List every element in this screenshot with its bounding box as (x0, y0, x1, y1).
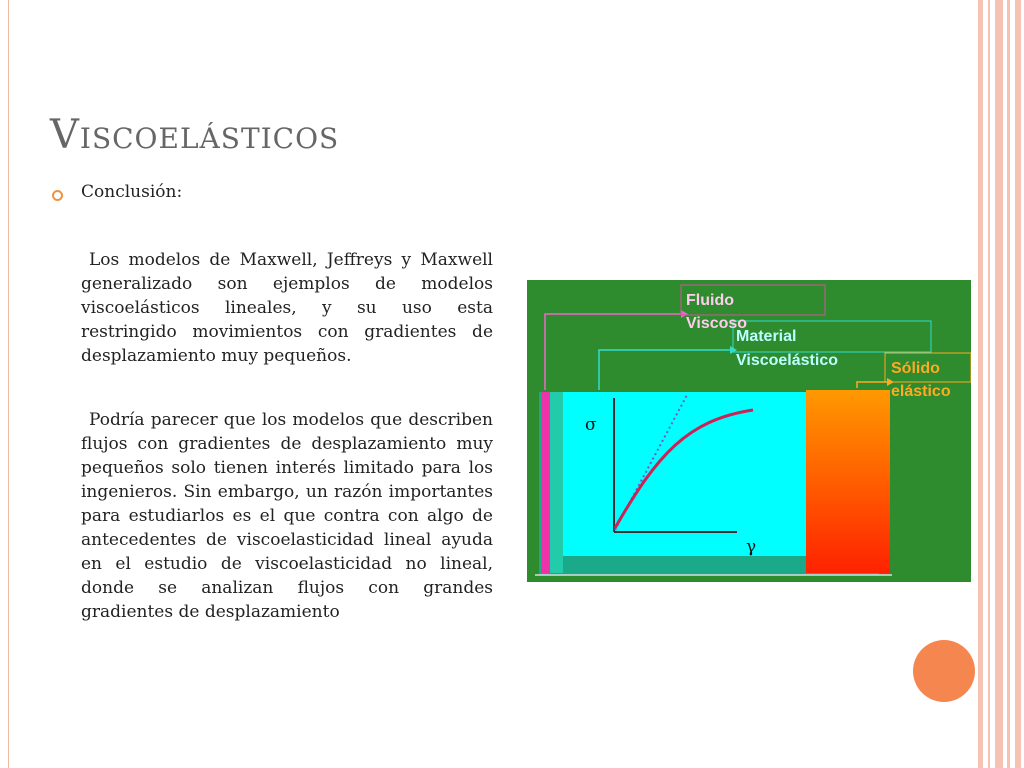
fluid-label-line2: Viscoso (686, 315, 748, 332)
paragraph-2: Podría parecer que los modelos que describen flujos con gradientes de desplazamiento muy pequeños solo tienen interés limitado para los ingenieros. Sin embargo, un razón importantes para estudiarlos es el que contra con algo de antecedentes de viscoelasticidad lineal ayuda en el estudio de viscoelasticidad no lineal, donde se analizan flujos con grandes gradientes de desplazamiento (81, 410, 493, 622)
paragraph-1: Los modelos de Maxwell, Jeffreys y Maxwell generalizado son ejemplos de modelos viscoelásticos lineales, y su uso esta restringido movimientos con gradientes de desplazamiento muy pequeños. (81, 250, 493, 366)
teal-strip (550, 392, 563, 573)
stripe-3 (995, 0, 1003, 768)
bullet-conclusion: Conclusión: (81, 182, 183, 202)
stripe-1 (978, 0, 983, 768)
left-border-line (8, 0, 9, 768)
solid-label-line2: elástico (891, 383, 951, 400)
stripe-4 (1007, 0, 1010, 768)
material-label-line1: Material (736, 328, 797, 345)
fluid-strip (541, 392, 550, 573)
solid-label-line1: Sólido (891, 360, 940, 377)
bullet-icon (52, 190, 63, 201)
right-decorative-stripes (976, 0, 1024, 768)
slide-title: Viscoelásticos (50, 112, 340, 158)
y-axis-label: σ (585, 415, 597, 435)
x-axis-label: γ (746, 537, 757, 557)
decorative-orange-circle (913, 640, 975, 702)
material-label-line2: Viscoelástico (736, 352, 838, 369)
viscoelastic-figure (527, 280, 971, 582)
fluid-label-line1: Fluido (686, 292, 734, 309)
stripe-2 (988, 0, 990, 768)
solid-box (806, 390, 890, 573)
stripe-5 (1015, 0, 1021, 768)
